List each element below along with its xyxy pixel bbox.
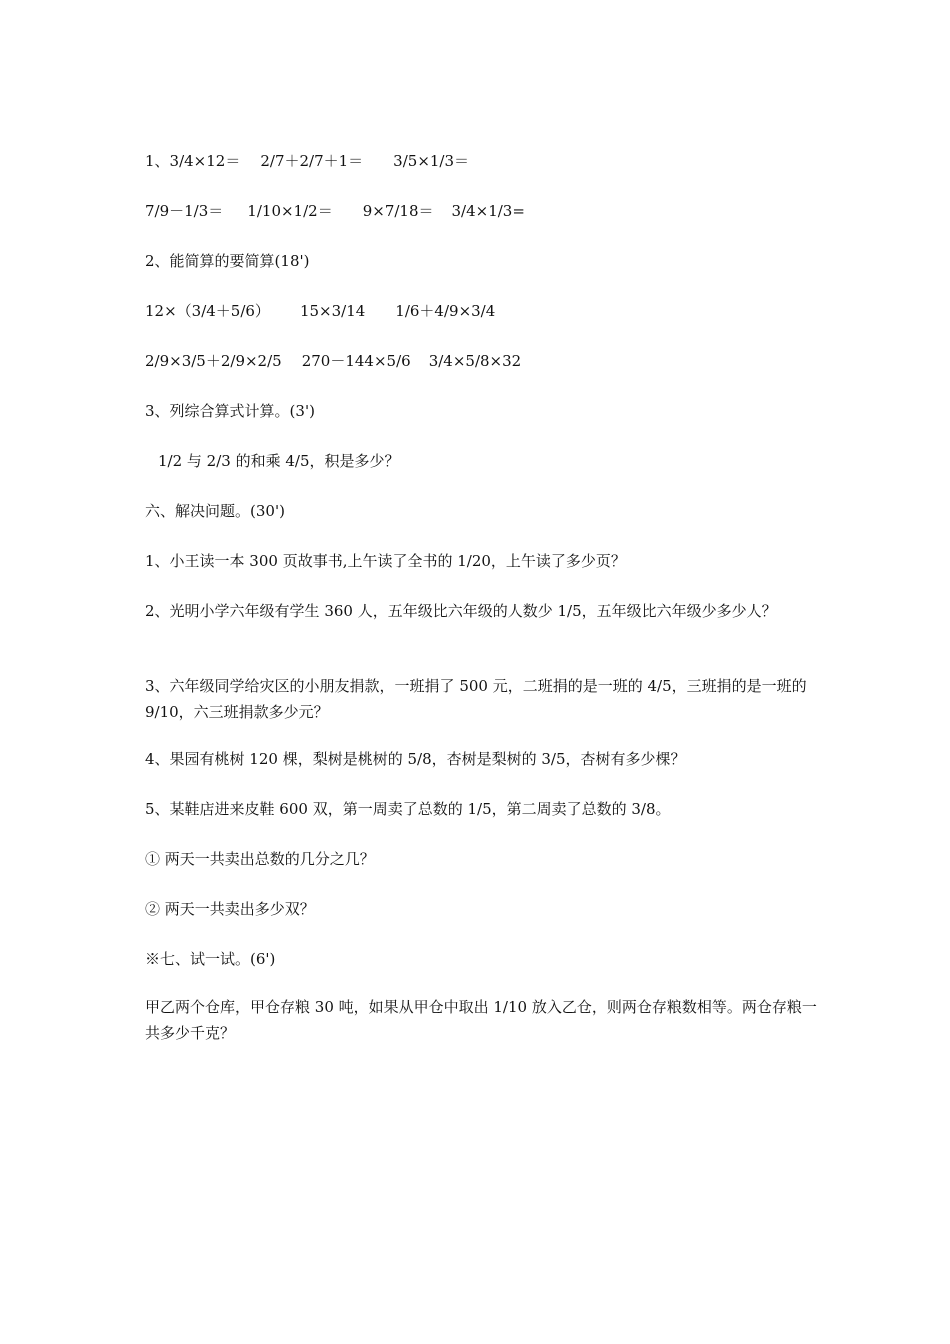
q2-heading: 2、能简算的要简算(18') <box>145 252 310 270</box>
expr-2d: 3/4×1/3= <box>451 202 525 220</box>
calc-row-1 <box>145 150 469 172</box>
expr-2b: 1/10×1/2＝ <box>247 202 333 220</box>
problem-1: 1、小王读一本 300 页故事书,上午读了全书的 1/20，上午读了多少页？ <box>145 552 626 570</box>
expr-1a: 1、3/4×12＝ <box>145 152 241 170</box>
expr-2a: 7/9－1/3＝ <box>145 202 224 220</box>
problem-5-sub-1: ① 两天一共卖出总数的几分之几？ <box>145 850 375 868</box>
section-7-heading: ※七、试一试。(6') <box>145 950 276 968</box>
problem-5: 5、某鞋店进来皮鞋 600 双，第一周卖了总数的 1/5，第二周卖了总数的 3/8。 <box>145 800 671 818</box>
expr-3c: 1/6＋4/9×3/4 <box>395 302 496 320</box>
simplify-row-2 <box>145 350 521 372</box>
expr-4a: 2/9×3/5＋2/9×2/5 <box>145 352 282 370</box>
expr-3a: 12×（3/4＋5/6） <box>145 302 270 320</box>
problem-4: 4、果园有桃树 120 棵，梨树是桃树的 5/8，杏树是梨树的 3/5，杏树有多少棵？ <box>145 750 686 768</box>
problem-2: 2、光明小学六年级有学生 360 人，五年级比六年级的人数少 1/5，五年级比六年级少多少人？ <box>145 602 777 620</box>
q3-text: 1/2 与 2/3 的和乘 4/5，积是多少？ <box>158 452 400 470</box>
expr-3b: 15×3/14 <box>299 302 366 320</box>
simplify-row-1 <box>145 300 495 322</box>
problem-5-sub-2: ② 两天一共卖出多少双？ <box>145 900 315 918</box>
problem-3: 3、六年级同学给灾区的小朋友捐款，一班捐了 500 元，二班捐的是一班的 4/5，三班捐的是一班的 9/10，六三班捐款多少元？ <box>145 677 807 721</box>
expr-4b: 270－144×5/6 <box>301 352 411 370</box>
section-6-heading: 六、解决问题。(30') <box>145 502 285 520</box>
calc-row-2 <box>145 200 525 222</box>
problem-7: 甲乙两个仓库，甲仓存粮 30 吨，如果从甲仓中取出 1/10 放入乙仓，则两仓存粮数相等。两仓存粮一共多少千克？ <box>145 998 817 1042</box>
expr-4c: 3/4×5/8×32 <box>428 352 522 370</box>
expr-1b: 2/7＋2/7＋1＝ <box>260 152 364 170</box>
expr-2c: 9×7/18＝ <box>362 202 434 220</box>
q3-heading: 3、列综合算式计算。(3') <box>145 402 315 420</box>
expr-1c: 3/5×1/3＝ <box>393 152 470 170</box>
